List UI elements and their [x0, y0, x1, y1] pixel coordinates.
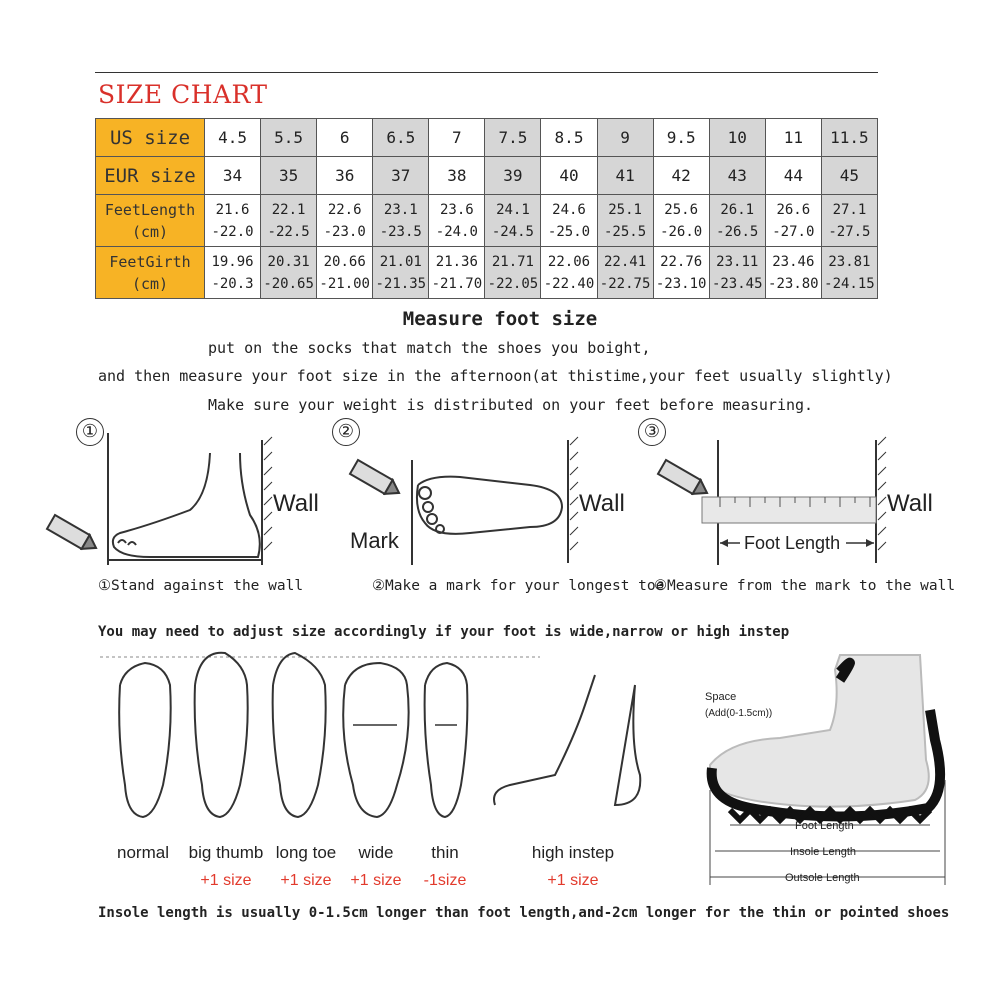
feet-girth-cell: 23.11 -23.45	[709, 247, 765, 299]
wall-hatch-1	[264, 437, 272, 550]
feet-length-header: FeetLength (cm)	[96, 195, 205, 247]
us-size-cell: 6	[317, 119, 373, 157]
shoe-foot-length-label: Foot Length	[795, 820, 854, 832]
foot-type-high-instep-label: high instep	[531, 843, 615, 862]
feet-girth-header: FeetGirth (cm)	[96, 247, 205, 299]
foot-type-thin-label: thin	[431, 843, 459, 862]
feet-length-cell: 21.6 -22.0	[205, 195, 261, 247]
eur-size-cell: 42	[653, 157, 709, 195]
insole-note: Insole length is usually 0-1.5cm longer than foot length,and-2cm longer for the thin or pointed shoes	[98, 905, 950, 921]
feet-girth-cell: 22.41 -22.75	[597, 247, 653, 299]
mark-label: Mark	[350, 528, 399, 553]
foot-shape	[710, 655, 929, 807]
foot-type-normal-label: normal	[117, 843, 169, 862]
us-size-cell: 11.5	[821, 119, 877, 157]
measure-line-2: and then measure your foot size in the afternoon(at thistime,your feet usually slightly)	[98, 367, 893, 385]
feet-length-cell: 23.1 -23.5	[373, 195, 429, 247]
us-size-cell: 5.5	[261, 119, 317, 157]
us-size-cell: 11	[765, 119, 821, 157]
us-size-cell: 8.5	[541, 119, 597, 157]
pencil-icon	[47, 515, 100, 555]
space-label: Space	[705, 691, 737, 703]
eur-size-row	[96, 157, 878, 195]
us-size-cell: 7	[429, 119, 485, 157]
foot-type-big-thumb-label: big thumb	[188, 843, 264, 862]
feet-girth-cell: 23.46 -23.80	[765, 247, 821, 299]
feet-length-cell: 26.6 -27.0	[765, 195, 821, 247]
size-chart-table	[95, 118, 878, 299]
foot-big-thumb-outline	[195, 653, 248, 817]
foot-type-long-toe-size: +1 size	[280, 872, 332, 889]
foot-type-big-thumb-size: +1 size	[200, 872, 252, 889]
wall-hatch-3	[878, 437, 886, 550]
step-number-3: ③	[638, 418, 666, 446]
us-size-header: US size	[96, 119, 205, 157]
ruler	[702, 497, 876, 523]
eur-size-cell: 40	[541, 157, 597, 195]
foot-thin-outline	[425, 663, 468, 817]
us-size-cell: 4.5	[205, 119, 261, 157]
page-title: SIZE CHART	[98, 80, 268, 109]
us-size-cell: 9	[597, 119, 653, 157]
feet-length-cell: 27.1 -27.5	[821, 195, 877, 247]
measure-heading: Measure foot size	[402, 308, 598, 330]
step-caption-2: ②Make a mark for your longest toe	[372, 578, 665, 594]
wall-label-1: Wall	[273, 490, 319, 517]
feet-girth-cell: 19.96 -20.3	[205, 247, 261, 299]
measure-line-3: Make sure your weight is distributed on your feet before measuring.	[208, 396, 814, 414]
feet-girth-cell: 20.31 -20.65	[261, 247, 317, 299]
feet-length-cell: 22.6 -23.0	[317, 195, 373, 247]
foot-normal-outline	[119, 663, 171, 817]
eur-size-cell: 39	[485, 157, 541, 195]
feet-length-cell: 24.6 -25.0	[541, 195, 597, 247]
foot-long-toe-outline	[273, 653, 326, 817]
shoe-outsole-length-label: Outsole Length	[785, 872, 860, 884]
eur-size-cell: 37	[373, 157, 429, 195]
step-number-1: ①	[76, 418, 104, 446]
wall-hatch-2	[570, 437, 578, 550]
us-size-row	[96, 119, 878, 157]
eur-size-cell: 44	[765, 157, 821, 195]
foot-type-long-toe-label: long toe	[275, 843, 337, 862]
foot-type-wide-label: wide	[358, 843, 394, 862]
wall-label-3: Wall	[887, 490, 933, 517]
feet-length-cell: 25.1 -25.5	[597, 195, 653, 247]
eur-size-cell: 45	[821, 157, 877, 195]
shoe-insole-length-label: Insole Length	[790, 846, 857, 858]
pencil-icon	[658, 460, 711, 500]
foot-type-high-instep-size: +1 size	[547, 872, 599, 889]
eur-size-cell: 34	[205, 157, 261, 195]
feet-girth-row	[96, 247, 878, 299]
us-size-cell: 9.5	[653, 119, 709, 157]
feet-girth-cell: 22.76 -23.10	[653, 247, 709, 299]
top-rule	[95, 72, 878, 73]
measure-steps-illustration	[40, 415, 980, 575]
measure-line-1: put on the socks that match the shoes you boight,	[208, 339, 651, 357]
us-size-cell: 6.5	[373, 119, 429, 157]
pencil-icon	[350, 460, 403, 500]
step-caption-1: ①Stand against the wall	[98, 578, 304, 594]
feet-length-cell: 26.1 -26.5	[709, 195, 765, 247]
eur-size-header: EUR size	[96, 157, 205, 195]
foot-type-wide-size: +1 size	[350, 872, 402, 889]
eur-size-cell: 38	[429, 157, 485, 195]
feet-girth-cell: 23.81 -24.15	[821, 247, 877, 299]
shoe-length-diagram	[690, 650, 960, 890]
us-size-cell: 10	[709, 119, 765, 157]
eur-size-cell: 36	[317, 157, 373, 195]
space-add-label: (Add(0-1.5cm))	[705, 708, 773, 719]
feet-length-cell: 23.6 -24.0	[429, 195, 485, 247]
step-1-illustration	[47, 433, 272, 565]
feet-girth-cell: 22.06 -22.40	[541, 247, 597, 299]
us-size-cell: 7.5	[485, 119, 541, 157]
foot-types-illustration	[95, 645, 655, 845]
eur-size-cell: 41	[597, 157, 653, 195]
foot-high-instep-outline	[494, 675, 640, 805]
feet-girth-cell: 20.66 -21.00	[317, 247, 373, 299]
adjust-size-note: You may need to adjust size accordingly if your foot is wide,narrow or high instep	[98, 624, 790, 640]
feet-length-cell: 24.1 -24.5	[485, 195, 541, 247]
step-caption-3: ③Measure from the mark to the wall	[654, 578, 956, 594]
feet-length-row	[96, 195, 878, 247]
step-number-2: ②	[332, 418, 360, 446]
wall-label-2: Wall	[579, 490, 625, 517]
feet-girth-cell: 21.71 -22.05	[485, 247, 541, 299]
foot-wide-outline	[343, 663, 408, 817]
foot-length-label: Foot Length	[744, 533, 841, 553]
eur-size-cell: 43	[709, 157, 765, 195]
feet-girth-cell: 21.36 -21.70	[429, 247, 485, 299]
eur-size-cell: 35	[261, 157, 317, 195]
feet-girth-cell: 21.01 -21.35	[373, 247, 429, 299]
feet-length-cell: 25.6 -26.0	[653, 195, 709, 247]
feet-length-cell: 22.1 -22.5	[261, 195, 317, 247]
foot-type-thin-size: -1size	[423, 872, 467, 889]
